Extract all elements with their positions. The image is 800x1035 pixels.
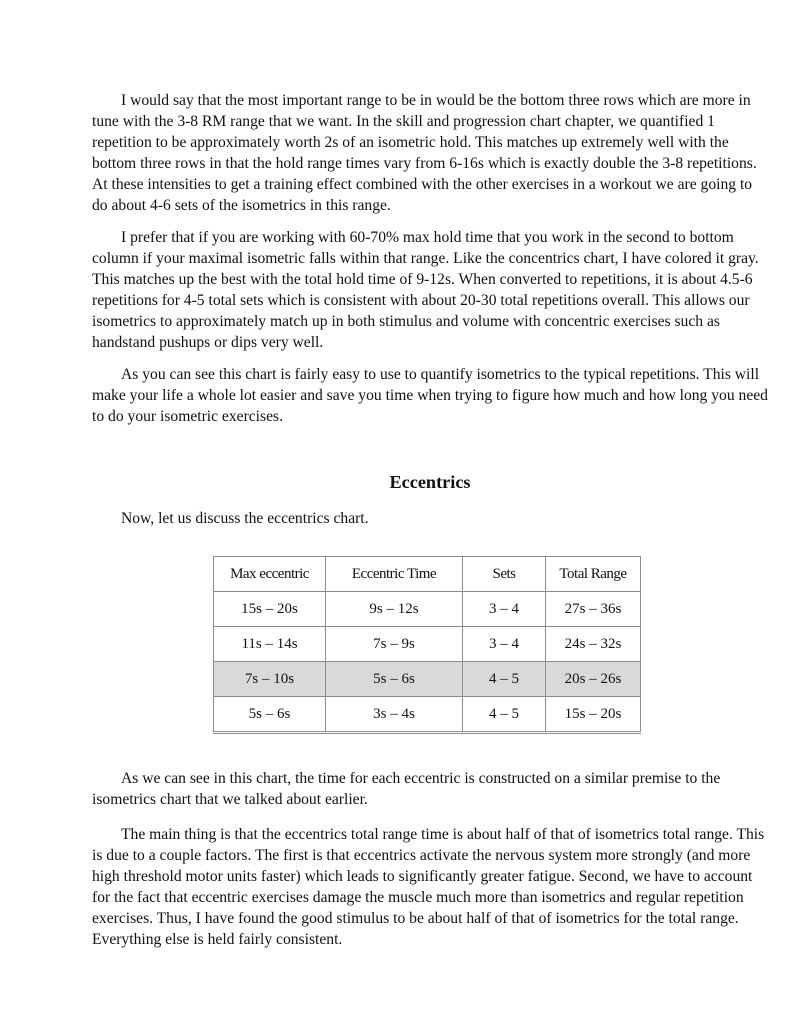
eccentrics-table bbox=[213, 556, 641, 734]
table-cell: 3 – 4 bbox=[463, 592, 546, 627]
table-row bbox=[214, 697, 641, 733]
table-cell: 9s – 12s bbox=[326, 592, 463, 627]
paragraph-chart-usage: As you can see this chart is fairly easy to use to quantify isometrics to the typical repetitions. This will make your life a whole lot easier and save you time when trying to figure how much and how long you need to do your isometric exercises. bbox=[92, 366, 768, 425]
table-cell: 24s – 32s bbox=[546, 627, 641, 662]
table-cell: 27s – 36s bbox=[546, 592, 641, 627]
paragraph-range-importance: I would say that the most important range to be in would be the bottom three rows which are more in tune with the 3-8 RM range that we want. In the skill and progression chart chapter, we quantified 1 repetition to be approximately worth 2s of an isometric hold. This matches up extremely well with the bottom three rows in that the hold range times vary from 6-16s which is exactly double the 3-8 repetitions. At these intensities to get a training effect combined with the other exercises in a workout we are going to do about 4-6 sets of the isometrics in this range. bbox=[92, 92, 757, 214]
paragraph-eccentric-total-range: The main thing is that the eccentrics total range time is about half of that of isometrics total range. This is due to a couple factors. The first is that eccentrics activate the nervous system more strongly (and more high threshold motor units faster) which leads to significantly greater fatigue. Second, we have to account for the fact that eccentric exercises damage the muscle much more than isometrics and regular repetition exercises. Thus, I have found the good stimulus to be about half of that of isometrics for the total range. Everything else is held fairly consistent. bbox=[92, 826, 765, 948]
table-cell: 11s – 14s bbox=[214, 627, 326, 662]
table-row bbox=[214, 592, 641, 627]
table-cell: 7s – 10s bbox=[214, 662, 326, 697]
table-cell: 15s – 20s bbox=[546, 697, 641, 733]
table-cell: 4 – 5 bbox=[463, 662, 546, 697]
table-cell: 3 – 4 bbox=[463, 627, 546, 662]
table-cell: 15s – 20s bbox=[214, 592, 326, 627]
table-row-highlighted bbox=[214, 662, 641, 697]
table-row bbox=[214, 627, 641, 662]
table-cell: 4 – 5 bbox=[463, 697, 546, 733]
column-header-eccentric-time: Eccentric Time bbox=[326, 557, 463, 592]
table-cell: 20s – 26s bbox=[546, 662, 641, 697]
paragraph-eccentrics-intro: Now, let us discuss the eccentrics chart. bbox=[121, 510, 369, 527]
column-header-total-range: Total Range bbox=[546, 557, 641, 592]
column-header-sets: Sets bbox=[463, 557, 546, 592]
column-header-max-eccentric: Max eccentric bbox=[214, 557, 326, 592]
section-heading-eccentrics: Eccentrics bbox=[389, 472, 471, 492]
table-header-row bbox=[214, 557, 641, 592]
table-cell: 7s – 9s bbox=[326, 627, 463, 662]
table-cell: 5s – 6s bbox=[326, 662, 463, 697]
paragraph-hold-time-preference: I prefer that if you are working with 60-70% max hold time that you work in the second to bottom column if your maximal isometric falls within that range. Like the concentrics chart, I have colored it gray. This matches up the best with the total hold time of 9-12s. When converted to repetitions, it is about 4.5-6 repetitions for 4-5 total sets which is consistent with about 20-30 total repetitions overall. This allows our isometrics to approximately match up in both stimulus and volume with concentric exercises such as handstand pushups or dips very well. bbox=[92, 229, 759, 351]
table-cell: 5s – 6s bbox=[214, 697, 326, 733]
table-cell: 3s – 4s bbox=[326, 697, 463, 733]
paragraph-eccentric-construction: As we can see in this chart, the time for each eccentric is constructed on a similar premise to the isometrics chart that we talked about earlier. bbox=[92, 770, 721, 808]
